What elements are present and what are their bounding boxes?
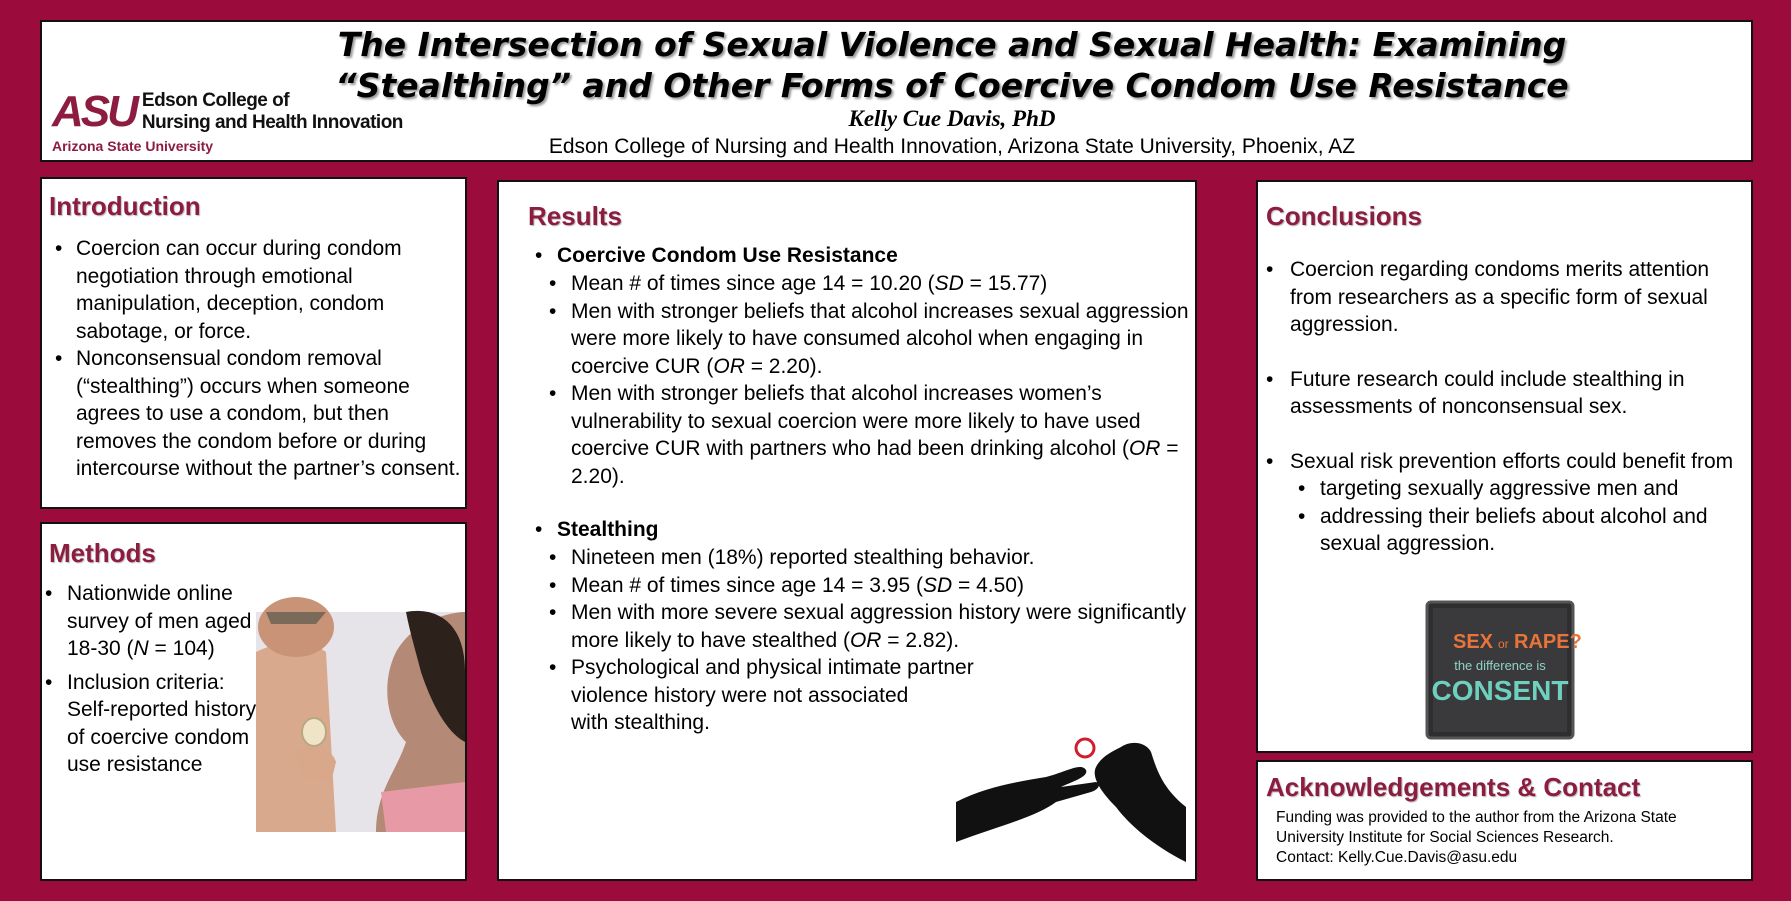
conclusions-list	[1290, 256, 1752, 585]
results-subheading: • Coercive Condom Use Resistance	[535, 242, 1195, 270]
list-item: • Nineteen men (18%) reported stealthing behavior.	[571, 544, 1195, 572]
poster-title: The Intersection of Sexual Violence and Sexual Health: Examining “Stealthing” and Other Forms of Coercive Condom Use Resistance	[335, 25, 1569, 105]
list-item: • Sexual risk prevention efforts could benefit from • targeting sexually aggressive men and • addressing their beliefs about alcohol and sexual aggression.	[1290, 448, 1752, 558]
acknowledgements-panel	[1256, 760, 1753, 881]
university-name: Arizona State University	[52, 138, 214, 154]
results-title: Results	[528, 201, 622, 231]
methods-title: Methods	[49, 538, 156, 568]
conclusions-sublist	[1290, 475, 1752, 558]
list-item: • Coercion regarding condoms merits attention from researchers as a specific form of sexual aggression.	[1290, 256, 1752, 339]
introduction-panel	[40, 177, 467, 509]
list-item: • Nonconsensual condom removal (“stealthing”) occurs when someone agrees to use a condom, but then removes the condom before or during intercourse without the partner’s consent.	[76, 345, 461, 483]
contact-email[interactable]: Contact: Kelly.Cue.Davis@asu.edu	[1276, 849, 1518, 866]
consent-condom-image	[1425, 600, 1582, 740]
results-panel	[497, 180, 1197, 881]
list-item: • targeting sexually aggressive men and	[1320, 475, 1752, 503]
svg-text:or: or	[1498, 637, 1509, 651]
list-item: • addressing their beliefs about alcohol and sexual aggression.	[1320, 503, 1752, 558]
results-list	[535, 544, 1195, 737]
header-panel	[40, 20, 1753, 162]
results-subheading: • Stealthing	[535, 516, 1195, 544]
list-item: • Nationwide online survey of men aged 18-30 (N = 104)	[67, 580, 262, 663]
couple-photo	[256, 612, 465, 832]
college-name: Edson College of Nursing and Health Innovation	[141, 90, 403, 133]
conclusions-title: Conclusions	[1266, 201, 1423, 231]
conclusions-panel	[1256, 180, 1753, 753]
list-item: • Mean # of times since age 14 = 10.20 (SD = 15.77)	[571, 270, 1195, 298]
list-item: • Inclusion criteria: Self-reported history of coercive condom use resistance	[67, 669, 262, 779]
list-item: • Men with stronger beliefs that alcohol increases sexual aggression were more likely to have consumed alcohol when engaging in coercive CUR (OR = 2.20).	[571, 298, 1195, 381]
acknowledgements-title: Acknowledgements & Contact	[1266, 772, 1641, 802]
list-item: • Coercion can occur during condom negotiation through emotional manipulation, deception, condom sabotage, or force.	[76, 235, 461, 345]
introduction-title: Introduction	[49, 191, 201, 221]
methods-panel	[40, 522, 467, 881]
results-body	[535, 242, 1195, 737]
author-affiliation: Edson College of Nursing and Health Innovation, Arizona State University, Phoenix, AZ	[548, 135, 1356, 158]
svg-text:CONSENT: CONSENT	[1431, 675, 1569, 706]
list-item: • Mean # of times since age 14 = 3.95 (SD = 4.50)	[571, 572, 1195, 600]
list-item: • Men with more severe sexual aggression history were significantly more likely to have stealthed (OR = 2.82).	[571, 599, 1195, 654]
list-item: • Psychological and physical intimate partner violence history were not associated with stealthing.	[571, 654, 1195, 737]
svg-text:the difference is: the difference is	[1454, 658, 1546, 673]
svg-text:SEX: SEX	[1453, 631, 1494, 653]
methods-list	[67, 580, 262, 785]
list-item: • Future research could include stealthing in assessments of nonconsensual sex.	[1290, 366, 1752, 421]
hands-illustration	[956, 732, 1186, 862]
introduction-list	[76, 235, 461, 483]
author-name: Kelly Cue Davis, PhD	[848, 106, 1056, 131]
funding-text: Funding was provided to the author from the Arizona State University Institute for Social Sciences Research.	[1276, 809, 1677, 846]
list-item: • Men with stronger beliefs that alcohol increases women’s vulnerability to sexual coercion were more likely to have used coercive CUR with partners who had been drinking alcohol (OR = 2.20).	[571, 380, 1195, 490]
asu-mark: ASU	[52, 87, 136, 136]
results-list	[535, 270, 1195, 490]
svg-text:RAPE?: RAPE?	[1514, 631, 1582, 653]
acknowledgements-text	[1276, 808, 1746, 868]
